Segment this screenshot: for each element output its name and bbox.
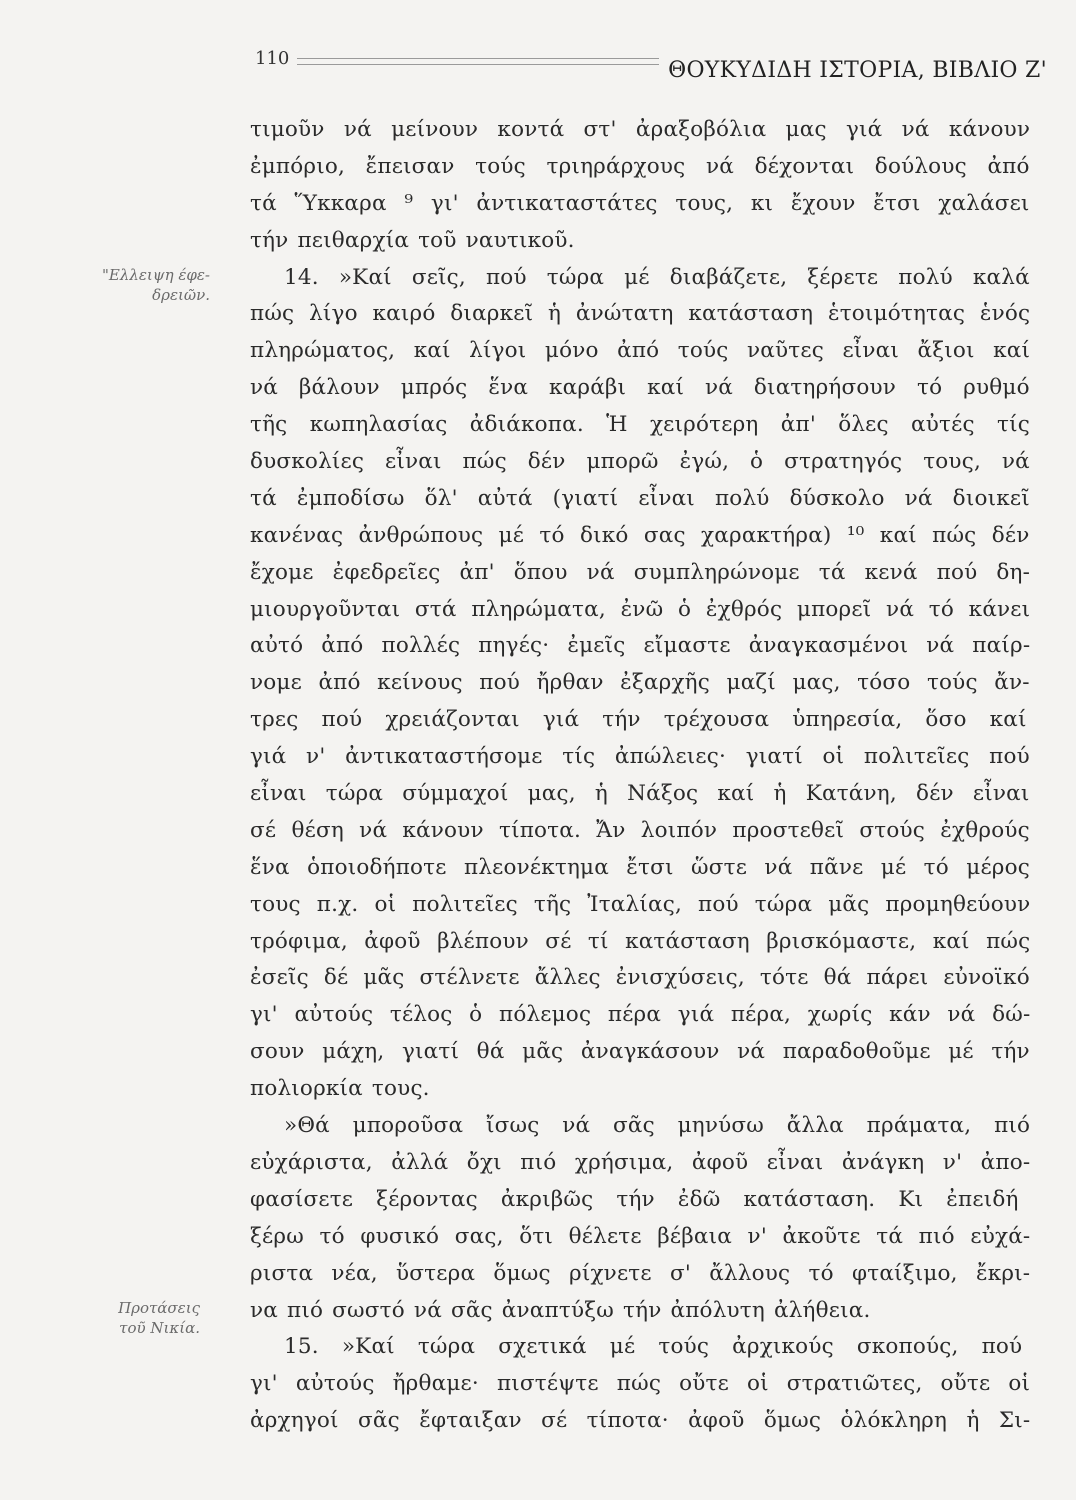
text-line: γι' αὐτούς τέλος ὁ πόλεμος πέρα γιά πέρα, χωρίς κάν νά δώ- bbox=[250, 1002, 1031, 1028]
text-line: τά Ὕκκαρα ⁹ γι' ἀντικαταστάτες τους, κι ἔχουν ἔτσι χαλάσει bbox=[250, 190, 1030, 216]
margin-note-line: "Ελλειψη έφε- bbox=[102, 266, 210, 284]
text-line: 14. »Καί σεῖς, πού τώρα μέ διαβάζετε, ξέρετε πολύ καλά bbox=[284, 264, 1030, 290]
text-line: αὐτό ἀπό πολλές πηγές· ἐμεῖς εἴμαστε ἀναγκασμένοι νά παίρ- bbox=[250, 633, 1031, 659]
text-line: 15. »Καί τώρα σχετικά μέ τούς ἀρχικούς σκοπούς, πού bbox=[284, 1334, 1023, 1360]
text-line: τους π.χ. οἱ πολιτεῖες τῆς Ἰταλίας, πού τώρα μᾶς προμηθεύουν bbox=[250, 891, 1031, 917]
text-line: εἶναι τώρα σύμμαχοί μας, ἡ Νάξος καί ἡ Κατάνη, δέν εἶναι bbox=[250, 781, 1030, 807]
text-line: φασίσετε ξέροντας ἀκριβῶς τήν ἐδῶ κατάσταση. Κι ἐπειδή bbox=[250, 1186, 1019, 1212]
margin-note-line: δρειῶν. bbox=[152, 286, 210, 304]
text-line: τρόφιμα, ἀφοῦ βλέπουν σέ τί κατάσταση βρισκόμαστε, καί πώς bbox=[250, 928, 1031, 954]
margin-note-line: τοῦ Νικία. bbox=[119, 1319, 200, 1337]
text-line: γι' αὐτούς ἤρθαμε· πιστέψτε πώς οὔτε οἱ στρατιῶτες, οὔτε οἱ bbox=[250, 1371, 1031, 1397]
text-line: τά ἐμποδίσω ὅλ' αὐτά (γιατί εἶναι πολύ δύσκολο νά διοικεῖ bbox=[250, 485, 1030, 511]
margin-note-line: Προτάσεις bbox=[118, 1299, 200, 1317]
text-line: κανένας ἀνθρώπους μέ τό δικό σας χαρακτήρα) ¹⁰ καί πώς δέν bbox=[250, 522, 1030, 548]
margin-note-nicias-proposals bbox=[60, 1298, 200, 1338]
text-line: σουν μάχη, γιατί θά μᾶς ἀναγκάσουν νά παραδοθοῦμε μέ τήν bbox=[250, 1039, 1030, 1065]
text-line: τήν πειθαρχία τοῦ ναυτικοῦ. bbox=[250, 227, 575, 253]
text-line: τρες πού χρειάζονται γιά τήν τρέχουσα ὑπηρεσία, ὅσο καί bbox=[250, 707, 1027, 733]
text-line: να πιό σωστό νά σᾶς ἀναπτύξω τήν ἀπόλυτη ἀλήθεια. bbox=[250, 1297, 871, 1323]
text-line: δυσκολίες εἶναι πώς δέν μπορῶ ἐγώ, ὁ στρατηγός τους, νά bbox=[250, 449, 1030, 475]
text-line: τῆς κωπηλασίας ἀδιάκοπα. Ἡ χειρότερη ἀπ' ὅλες αὐτές τίς bbox=[250, 412, 1030, 438]
text-line: »Θά μποροῦσα ἴσως νά σᾶς μηνύσω ἄλλα πράματα, πιό bbox=[284, 1113, 1031, 1139]
text-line: πολιορκία τους. bbox=[250, 1076, 430, 1102]
text-line: ριστα νέα, ὕστερα ὅμως ρίχνετε σ' ἄλλους τό φταίξιμο, ἔκρι- bbox=[250, 1260, 1031, 1286]
page-header bbox=[255, 44, 1047, 84]
header-rule bbox=[297, 58, 659, 65]
text-line: ἐμπόριο, ἔπεισαν τούς τριηράρχους νά δέχονται δούλους ἀπό bbox=[250, 153, 1030, 179]
text-line: ἀρχηγοί σᾶς ἔφταιξαν σέ τίποτα· ἀφοῦ ὅμως ὁλόκληρη ἡ Σι- bbox=[250, 1408, 1031, 1434]
text-line: πληρώματος, καί λίγοι μόνο ἀπό τούς ναῦτες εἶναι ἄξιοι καί bbox=[250, 338, 1031, 364]
text-line: νά βάλουν μπρός ἕνα καράβι καί νά διατηρήσουν τό ρυθμό bbox=[250, 375, 1030, 401]
text-line: πώς λίγο καιρό διαρκεῖ ἡ ἀνώτατη κατάσταση ἑτοιμότητας ἑνός bbox=[250, 301, 1031, 327]
text-line: τιμοῦν νά μείνουν κοντά στ' ἀραξοβόλια μας γιά νά κάνουν bbox=[250, 117, 1031, 142]
text-line: ἔχομε ἐφεδρεῖες ἀπ' ὅπου νά συμπληρώνομε τά κενά πού δη- bbox=[250, 559, 1031, 585]
text-line: ἕνα ὁποιοδήποτε πλεονέκτημα ἔτσι ὥστε νά πᾶνε μέ τό μέρος bbox=[250, 854, 1031, 880]
body-text bbox=[250, 112, 1030, 1440]
text-line: μιουργοῦνται στά πληρώματα, ἐνῶ ὁ ἐχθρός μπορεῖ νά τό κάνει bbox=[250, 596, 1031, 622]
text-line: εὐχάριστα, ἀλλά ὄχι πιό χρήσιμα, ἀφοῦ εἶναι ἀνάγκη ν' ἀπο- bbox=[250, 1149, 1031, 1175]
text-line: ξέρω τό φυσικό σας, ὅτι θέλετε βέβαια ν' ἀκοῦτε τά πιό εὐχά- bbox=[250, 1223, 1031, 1249]
text-line: γιά ν' ἀντικαταστήσομε τίς ἀπώλειες· γιατί οἱ πολιτεῖες πού bbox=[250, 744, 1030, 770]
page-number: 110 bbox=[255, 48, 290, 69]
text-line: σέ θέση νά κάνουν τίποτα. Ἄν λοιπόν προστεθεῖ στούς ἐχθρούς bbox=[250, 817, 1030, 843]
running-title: ΘΟΥΚΥΔΙΔΗ ΙΣΤΟΡΙΑ, ΒΙΒΛΙΟ Ζ' bbox=[668, 58, 1047, 83]
text-line: ἐσεῖς δέ μᾶς στέλνετε ἄλλες ἐνισχύσεις, τότε θά πάρει εὐνοϊκό bbox=[250, 965, 1030, 991]
text-line: νομε ἀπό κείνους πού ἤρθαν ἐξαρχῆς μαζί μας, τόσο τούς ἄν- bbox=[250, 670, 1030, 696]
margin-note-lack-of-reserves bbox=[60, 265, 210, 305]
